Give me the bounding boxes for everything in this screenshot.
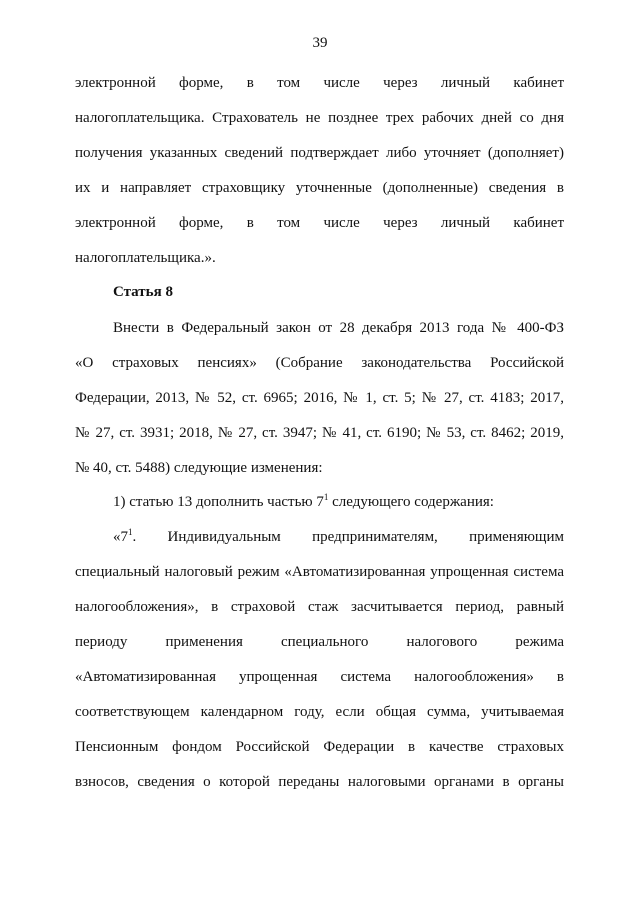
text-line: электронной форме, в том числе через личный кабинет (75, 75, 564, 91)
text-line: соответствующем календарном году, если общая сумма, учитываемая (75, 704, 564, 720)
text-line: № 27, ст. 3931; 2018, № 27, ст. 3947; № 41, ст. 6190; № 53, ст. 8462; 2019, (75, 425, 564, 441)
text-line: Федерации, 2013, № 52, ст. 6965; 2016, № 1, ст. 5; № 27, ст. 4183; 2017, (75, 390, 564, 406)
text-line: Внести в Федеральный закон от 28 декабря 2013 года № 400-ФЗ (113, 320, 564, 336)
text-line: налогообложения», в страховой стаж засчитывается период, равный (75, 599, 564, 615)
superscript: 1 (323, 492, 329, 502)
amendment-text: 1) статью 13 дополнить частью 7 (113, 494, 324, 510)
text-line: электронной форме, в том числе через личный кабинет (75, 215, 564, 231)
text-line: «Автоматизированная упрощенная система налогообложения» в (75, 669, 564, 685)
text-line: периоду применения специального налогового режима (75, 634, 564, 650)
text-line: налогоплательщика. Страхователь не позднее трех рабочих дней со дня (75, 110, 564, 126)
text-line: специальный налоговый режим «Автоматизированная упрощенная система (75, 564, 564, 580)
text-line: Пенсионным фондом Российской Федерации в качестве страховых (75, 739, 564, 755)
text-line: «О страховых пенсиях» (Собрание законодательства Российской (75, 355, 564, 371)
page-number: 39 (312, 35, 328, 51)
superscript: 1 (128, 527, 133, 537)
text-line: взносов, сведения о которой переданы налоговыми органами в органы (75, 774, 564, 790)
amendment-text-end: следующего содержания: (328, 494, 494, 510)
quote-open: «7 (113, 529, 128, 545)
article-heading: Статья 8 (113, 284, 173, 300)
text-line: их и направляет страховщику уточненные (дополненные) сведения в (75, 180, 564, 196)
text-line: налогоплательщика.». (75, 250, 216, 266)
amendment-item (113, 492, 564, 512)
quoted-paragraph-start (113, 527, 564, 547)
quote-text: . Индивидуальным предпринимателям, применяющим (132, 529, 564, 545)
text-line: № 40, ст. 5488) следующие изменения: (75, 460, 323, 476)
text-line: получения указанных сведений подтверждает либо уточняет (дополняет) (75, 145, 564, 161)
